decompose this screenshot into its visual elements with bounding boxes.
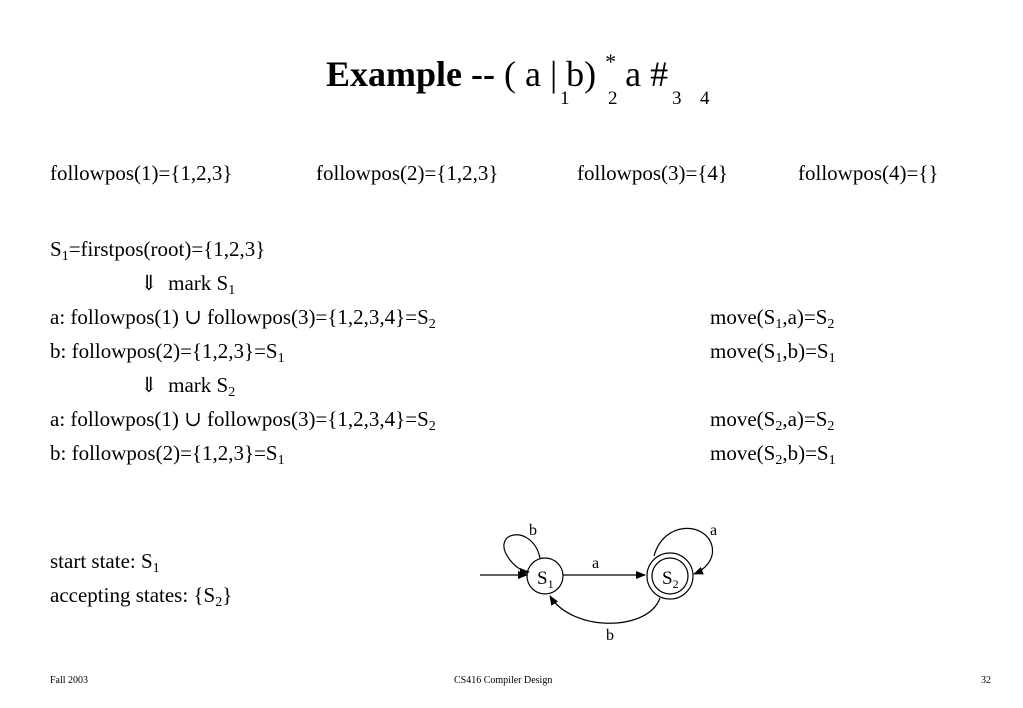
step-line-4: b: $followpos(2)=\{1,2,3\}=S_1$ <box>50 441 285 468</box>
mark-s2-line: ⇓ mark $S_2$ <box>140 373 236 400</box>
loop-s2-label: a <box>710 522 718 539</box>
regex-bar: | <box>549 54 558 94</box>
mark-s1-line: ⇓ mark $S_1$ <box>140 271 236 298</box>
edge-s1-s2-label: a <box>592 555 600 572</box>
position-label: 3 <box>672 88 682 109</box>
footer-course: CS416 Compiler Design <box>454 675 553 686</box>
state-s2-label: $S_2$ <box>662 568 679 591</box>
move-line-2: $move(S_1,b)=S_1$ <box>710 339 836 366</box>
down-double-arrow-icon: ⇓ <box>140 271 158 295</box>
edge-s2-s1 <box>550 596 660 623</box>
move-line-4: $move(S_2,b)=S_1$ <box>710 441 836 468</box>
position-label: 4 <box>700 88 710 109</box>
followpos-3: followpos(3)={4} <box>577 161 728 185</box>
title-bold: Example -- <box>326 54 495 94</box>
followpos-2: followpos(2)={1,2,3} <box>316 161 499 185</box>
loop-s1-label: b <box>529 522 537 539</box>
regex-close: b) <box>566 54 597 94</box>
regex-tail: a # <box>625 54 669 94</box>
position-label: 1 <box>560 88 570 109</box>
footer-term: Fall 2003 <box>50 675 89 686</box>
start-state: start state: $S_1$ <box>50 549 160 576</box>
s1-definition: $S_1=firstpos(root)=\{1,2,3\}$ <box>50 237 266 264</box>
step-line-2: b: $followpos(2)=\{1,2,3\}=S_1$ <box>50 339 285 366</box>
step-line-1: a: followpos(1) ∪ $followpos(3)=\{1,2,3,4\}=S_2$ <box>50 305 436 332</box>
followpos-4: followpos(4)={} <box>798 161 939 185</box>
regex-open: ( a <box>503 54 541 94</box>
move-line-3: $move(S_2,a)=S_2$ <box>710 407 835 434</box>
accepting-states: accepting states: $\{S_2\}$ <box>50 583 233 610</box>
loop-s1 <box>504 535 540 572</box>
position-label: 2 <box>608 88 618 109</box>
step-line-3: a: followpos(1) ∪ $followpos(3)=\{1,2,3,4\}=S_2$ <box>50 407 436 434</box>
down-double-arrow-icon: ⇓ <box>140 373 158 397</box>
followpos-1: followpos(1)={1,2,3} <box>50 161 233 185</box>
footer-page-number: 32 <box>981 675 991 686</box>
regex-star: * <box>605 49 617 74</box>
state-s1-label: $S_1$ <box>537 568 554 591</box>
move-line-1: $move(S_1,a)=S_2$ <box>710 305 835 332</box>
edge-s2-s1-label: b <box>606 627 614 644</box>
